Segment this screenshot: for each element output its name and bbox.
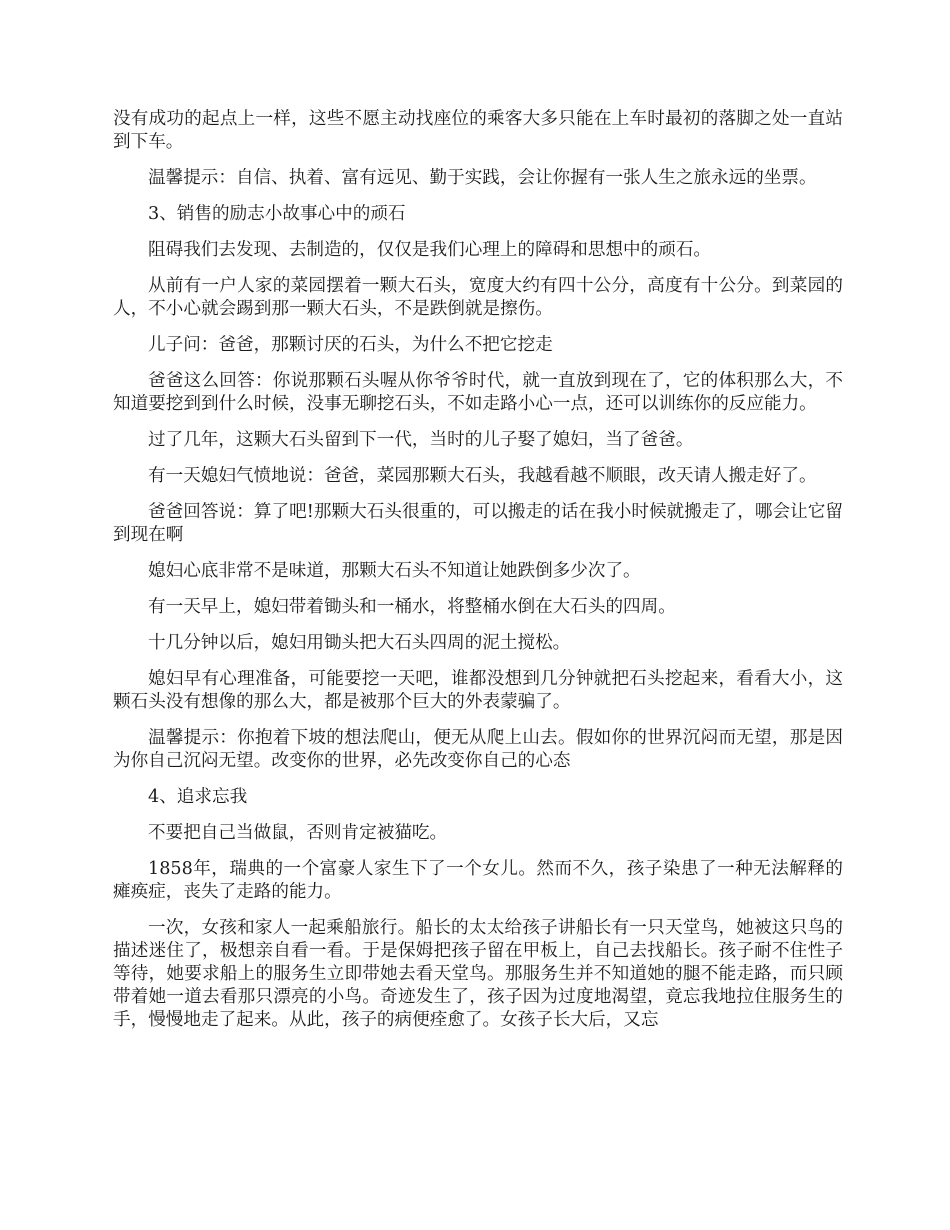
paragraph: 爸爸这么回答：你说那颗石头喔从你爷爷时代，就一直放到现在了，它的体积那么大，不知道要挖到到什么时候，没事无聊挖石头，不如走路小心一点，还可以训练你的反应能力。 — [113, 371, 843, 414]
paragraph: 1858年，瑞典的一个富豪人家生下了一个女儿。然而不久，孩子染患了一种无法解释的瘫痪症，丧失了走路的能力。 — [113, 859, 843, 902]
paragraph: 有一天媳妇气愤地说：爸爸，菜园那颗大石头，我越看越不顺眼，改天请人搬走好了。 — [148, 466, 817, 486]
section-heading: 3、销售的励志小故事心中的顽石 — [148, 204, 406, 224]
document-body — [113, 108, 843, 1045]
paragraph: 媳妇心底非常不是味道，那颗大石头不知道让她跌倒多少次了。 — [148, 561, 641, 581]
paragraph: 温馨提示：你抱着下坡的想法爬山，便无从爬上山去。假如你的世界沉闷而无望，那是因为你自己沉闷无望。改变你的世界，必先改变你自己的心态 — [113, 728, 843, 771]
paragraph: 有一天早上，媳妇带着锄头和一桶水，将整桶水倒在大石头的四周。 — [148, 597, 676, 617]
paragraph: 儿子问：爸爸，那颗讨厌的石头，为什么不把它挖走 — [148, 335, 553, 355]
paragraph: 过了几年，这颗大石头留到下一代，当时的儿子娶了媳妇，当了爸爸。 — [148, 430, 694, 450]
section-heading: 4、追求忘我 — [148, 787, 248, 807]
paragraph: 十几分钟以后，媳妇用锄头把大石头四周的泥土搅松。 — [148, 633, 571, 653]
paragraph: 不要把自己当做鼠，否则肯定被猫吃。 — [148, 823, 448, 843]
paragraph: 从前有一户人家的菜园摆着一颗大石头，宽度大约有四十公分，高度有十公分。到菜园的人，不小心就会踢到那一颗大石头，不是跌倒就是擦伤。 — [113, 276, 843, 319]
paragraph: 阻碍我们去发现、去制造的，仅仅是我们心理上的障碍和思想中的顽石。 — [148, 240, 712, 260]
paragraph: 爸爸回答说：算了吧!那颗大石头很重的，可以搬走的话在我小时候就搬走了，哪会让它留到现在啊 — [113, 502, 843, 545]
paragraph: 没有成功的起点上一样，这些不愿主动找座位的乘客大多只能在上车时最初的落脚之处一直站到下车。 — [113, 109, 843, 152]
paragraph: 媳妇早有心理准备，可能要挖一天吧，谁都没想到几分钟就把石头挖起来，看看大小，这颗石头没有想像的那么大，都是被那个巨大的外表蒙骗了。 — [113, 669, 843, 712]
paragraph: 温馨提示：自信、执着、富有远见、勤于实践，会让你握有一张人生之旅永远的坐票。 — [148, 168, 817, 188]
paragraph: 一次，女孩和家人一起乘船旅行。船长的太太给孩子讲船长有一只天堂鸟，她被这只鸟的描述迷住了，极想亲自看一看。于是保姆把孩子留在甲板上，自己去找船长。孩子耐不住性子等待，她要求船上的服务生立即带她去看天堂鸟。那服务生并不知道她的腿不能走路，而只顾带着她一道去看那只漂亮的小鸟。奇迹发生了，孩子因为过度地渴望，竟忘我地拉住服务生的手，慢慢地走了起来。从此，孩子的病便痊愈了。女孩子长大后，又忘 — [113, 918, 843, 1030]
